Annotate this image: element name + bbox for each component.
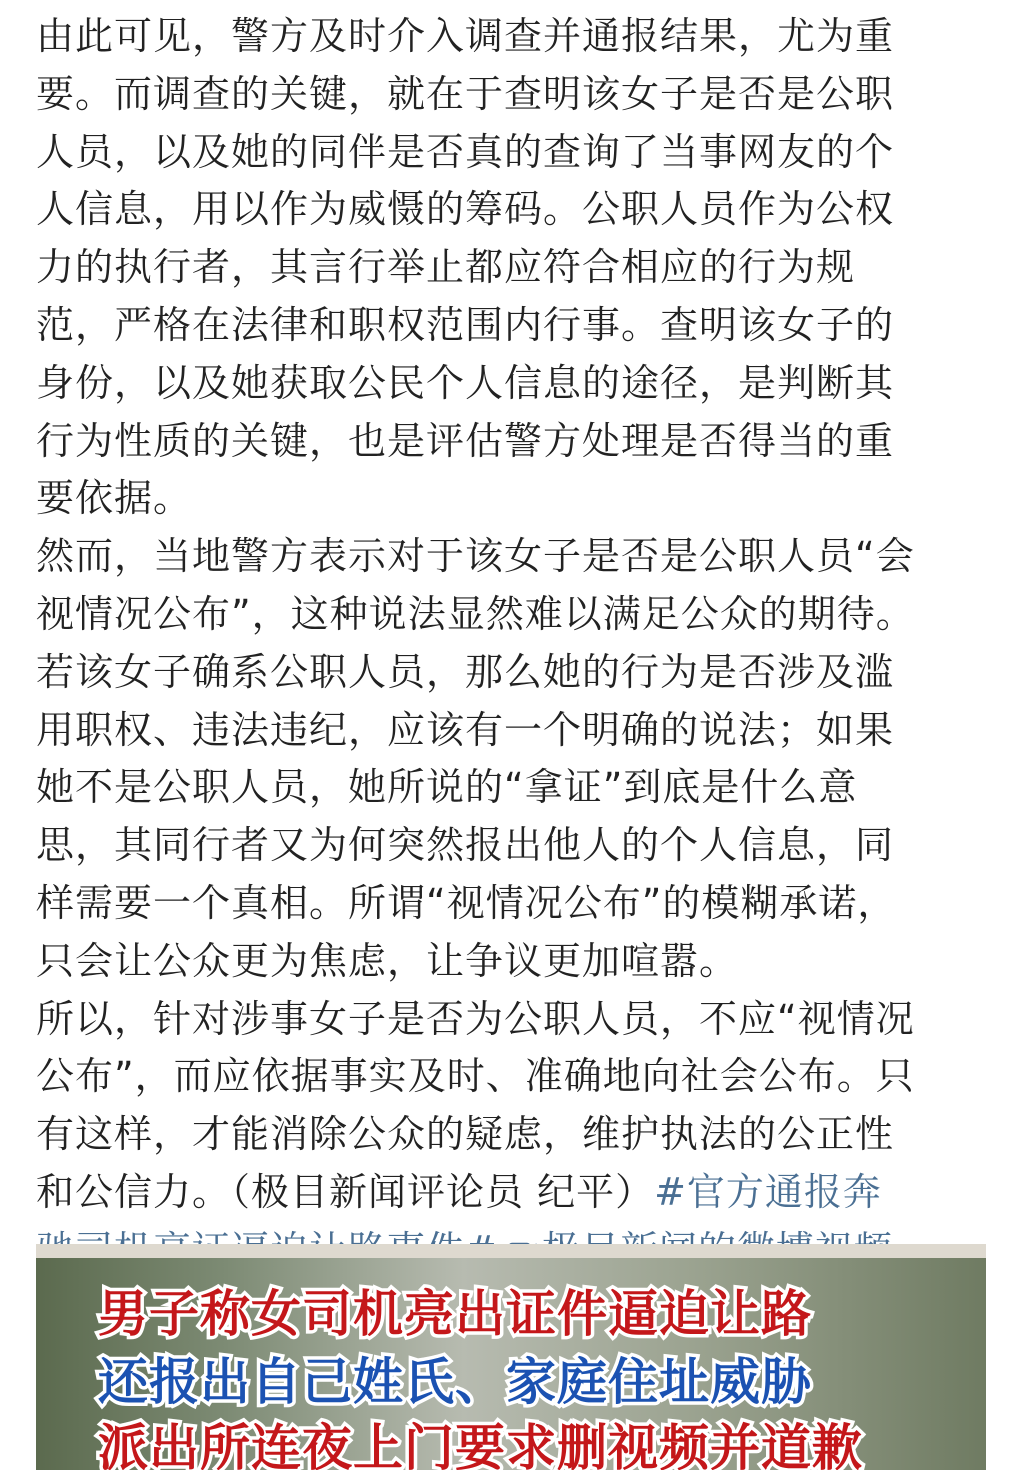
article-line: 若该女子确系公职人员，那么她的行为是否涉及滥 — [36, 649, 895, 694]
article-line: 公布”，而应依据事实及时、准确地向社会公布。只 — [36, 1054, 915, 1099]
article-line: 力的执行者，其言行举止都应符合相应的行为规 — [36, 245, 856, 290]
video-headline-2: 还报出自己姓氏、家庭住址威胁 — [98, 1353, 812, 1411]
article-line: 行为性质的关键，也是评估警方处理是否得当的重 — [36, 418, 895, 463]
article-line-with-hashtag — [36, 1164, 986, 1222]
article-line: 有这样，才能消除公众的疑虑，维护执法的公正性 — [36, 1112, 895, 1157]
article-line: 然而，当地警方表示对于该女子是否是公职人员“会 — [36, 534, 915, 579]
hashtag-link[interactable]: #官方通报奔 — [654, 1169, 882, 1214]
article-line: 要。而调查的关键，就在于查明该女子是否是公职 — [36, 71, 895, 116]
article-line: 只会让公众更为焦虑，让争议更加喧嚣。 — [36, 938, 739, 983]
article-line: 用职权、违法违纪，应该有一个明确的说法；如果 — [36, 707, 895, 752]
video-headline-1: 男子称女司机亮出证件逼迫让路 — [98, 1285, 812, 1343]
article-line: 由此可见，警方及时介入调查并通报结果，尤为重 — [36, 14, 895, 58]
author-credit: 和公信力。（极目新闻评论员 纪平） — [36, 1169, 655, 1214]
article-line: 身份，以及她获取公民个人信息的途径，是判断其 — [36, 360, 895, 405]
video-thumbnail[interactable] — [36, 1244, 986, 1470]
article-body — [36, 8, 986, 1280]
article-line: 人信息，用以作为威慑的筹码。公职人员作为公权 — [36, 187, 895, 232]
article-line: 思，其同行者又为何突然报出他人的个人信息，同 — [36, 823, 895, 868]
video-headline-3: 派出所连夜上门要求删视频并道歉 — [98, 1419, 863, 1470]
article-line: 视情况公布”，这种说法显然难以满足公众的期待。 — [36, 591, 915, 636]
article-line: 范，严格在法律和职权范围内行事。查明该女子的 — [36, 302, 895, 347]
article-line: 样需要一个真相。所谓“视情况公布”的模糊承诺， — [36, 880, 897, 925]
article-line: 要依据。 — [36, 476, 193, 521]
article-line: 所以，针对涉事女子是否为公职人员，不应“视情况 — [36, 996, 915, 1041]
article-line: 人员，以及她的同伴是否真的查询了当事网友的个 — [36, 129, 895, 174]
video-top-strip — [36, 1244, 986, 1258]
article-line: 她不是公职人员，她所说的“拿证”到底是什么意 — [36, 765, 858, 810]
